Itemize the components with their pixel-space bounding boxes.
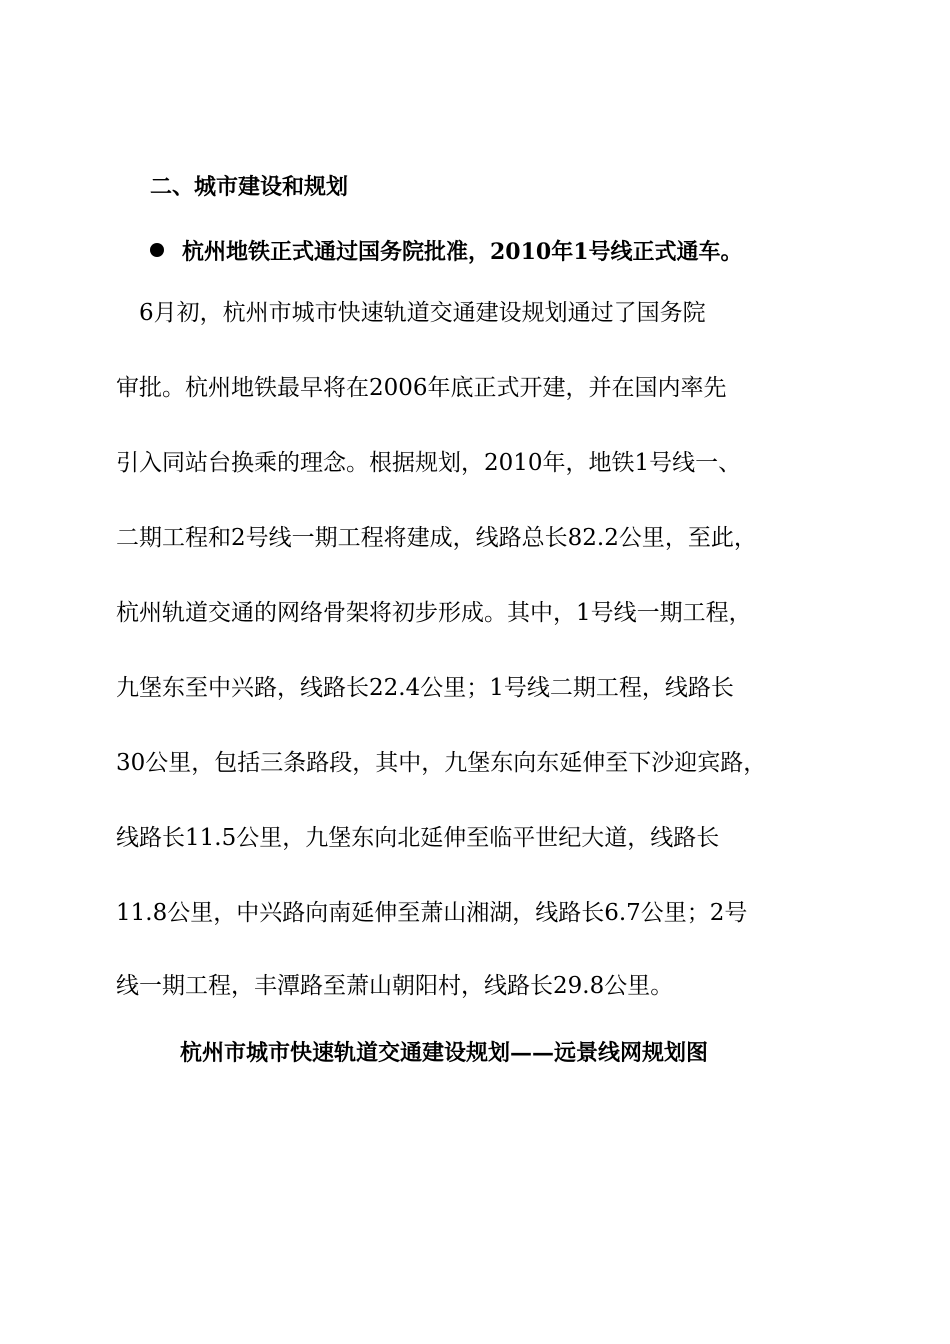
- bullet-text: 杭州地铁正式通过国务院批准，2010年1号线正式通车。: [182, 239, 743, 265]
- figure-caption: 杭州市城市快速轨道交通建设规划——远景线网规划图: [180, 1040, 709, 1066]
- paragraph-line: 杭州轨道交通的网络骨架将初步形成。其中，1号线一期工程，: [116, 600, 752, 626]
- paragraph-line: 30公里，包括三条路段，其中，九堡东向东延伸至下沙迎宾路，: [116, 750, 767, 776]
- paragraph-line: 线路长11.5公里，九堡东向北延伸至临平世纪大道，线路长: [116, 825, 720, 851]
- paragraph-line: 11.8公里，中兴路向南延伸至萧山湘湖，线路长6.7公里；2号: [116, 900, 748, 926]
- paragraph-line: 线一期工程，丰潭路至萧山朝阳村，线路长29.8公里。: [116, 973, 674, 999]
- paragraph-line: 6月初，杭州市城市快速轨道交通建设规划通过了国务院: [116, 300, 706, 326]
- bullet-item: [150, 235, 743, 269]
- paragraph-line: 引入同站台换乘的理念。根据规划，2010年，地铁1号线一、: [116, 450, 742, 476]
- paragraph-line: 九堡东至中兴路，线路长22.4公里；1号线二期工程，线路长: [116, 675, 734, 701]
- bullet-dot-icon: [150, 243, 164, 257]
- paragraph-line: 二期工程和2号线一期工程将建成，线路总长82.2公里，至此，: [116, 525, 757, 551]
- paragraph-line: 审批。杭州地铁最早将在2006年底正式开建，并在国内率先: [116, 375, 727, 401]
- section-heading: 二、城市建设和规划: [150, 174, 349, 200]
